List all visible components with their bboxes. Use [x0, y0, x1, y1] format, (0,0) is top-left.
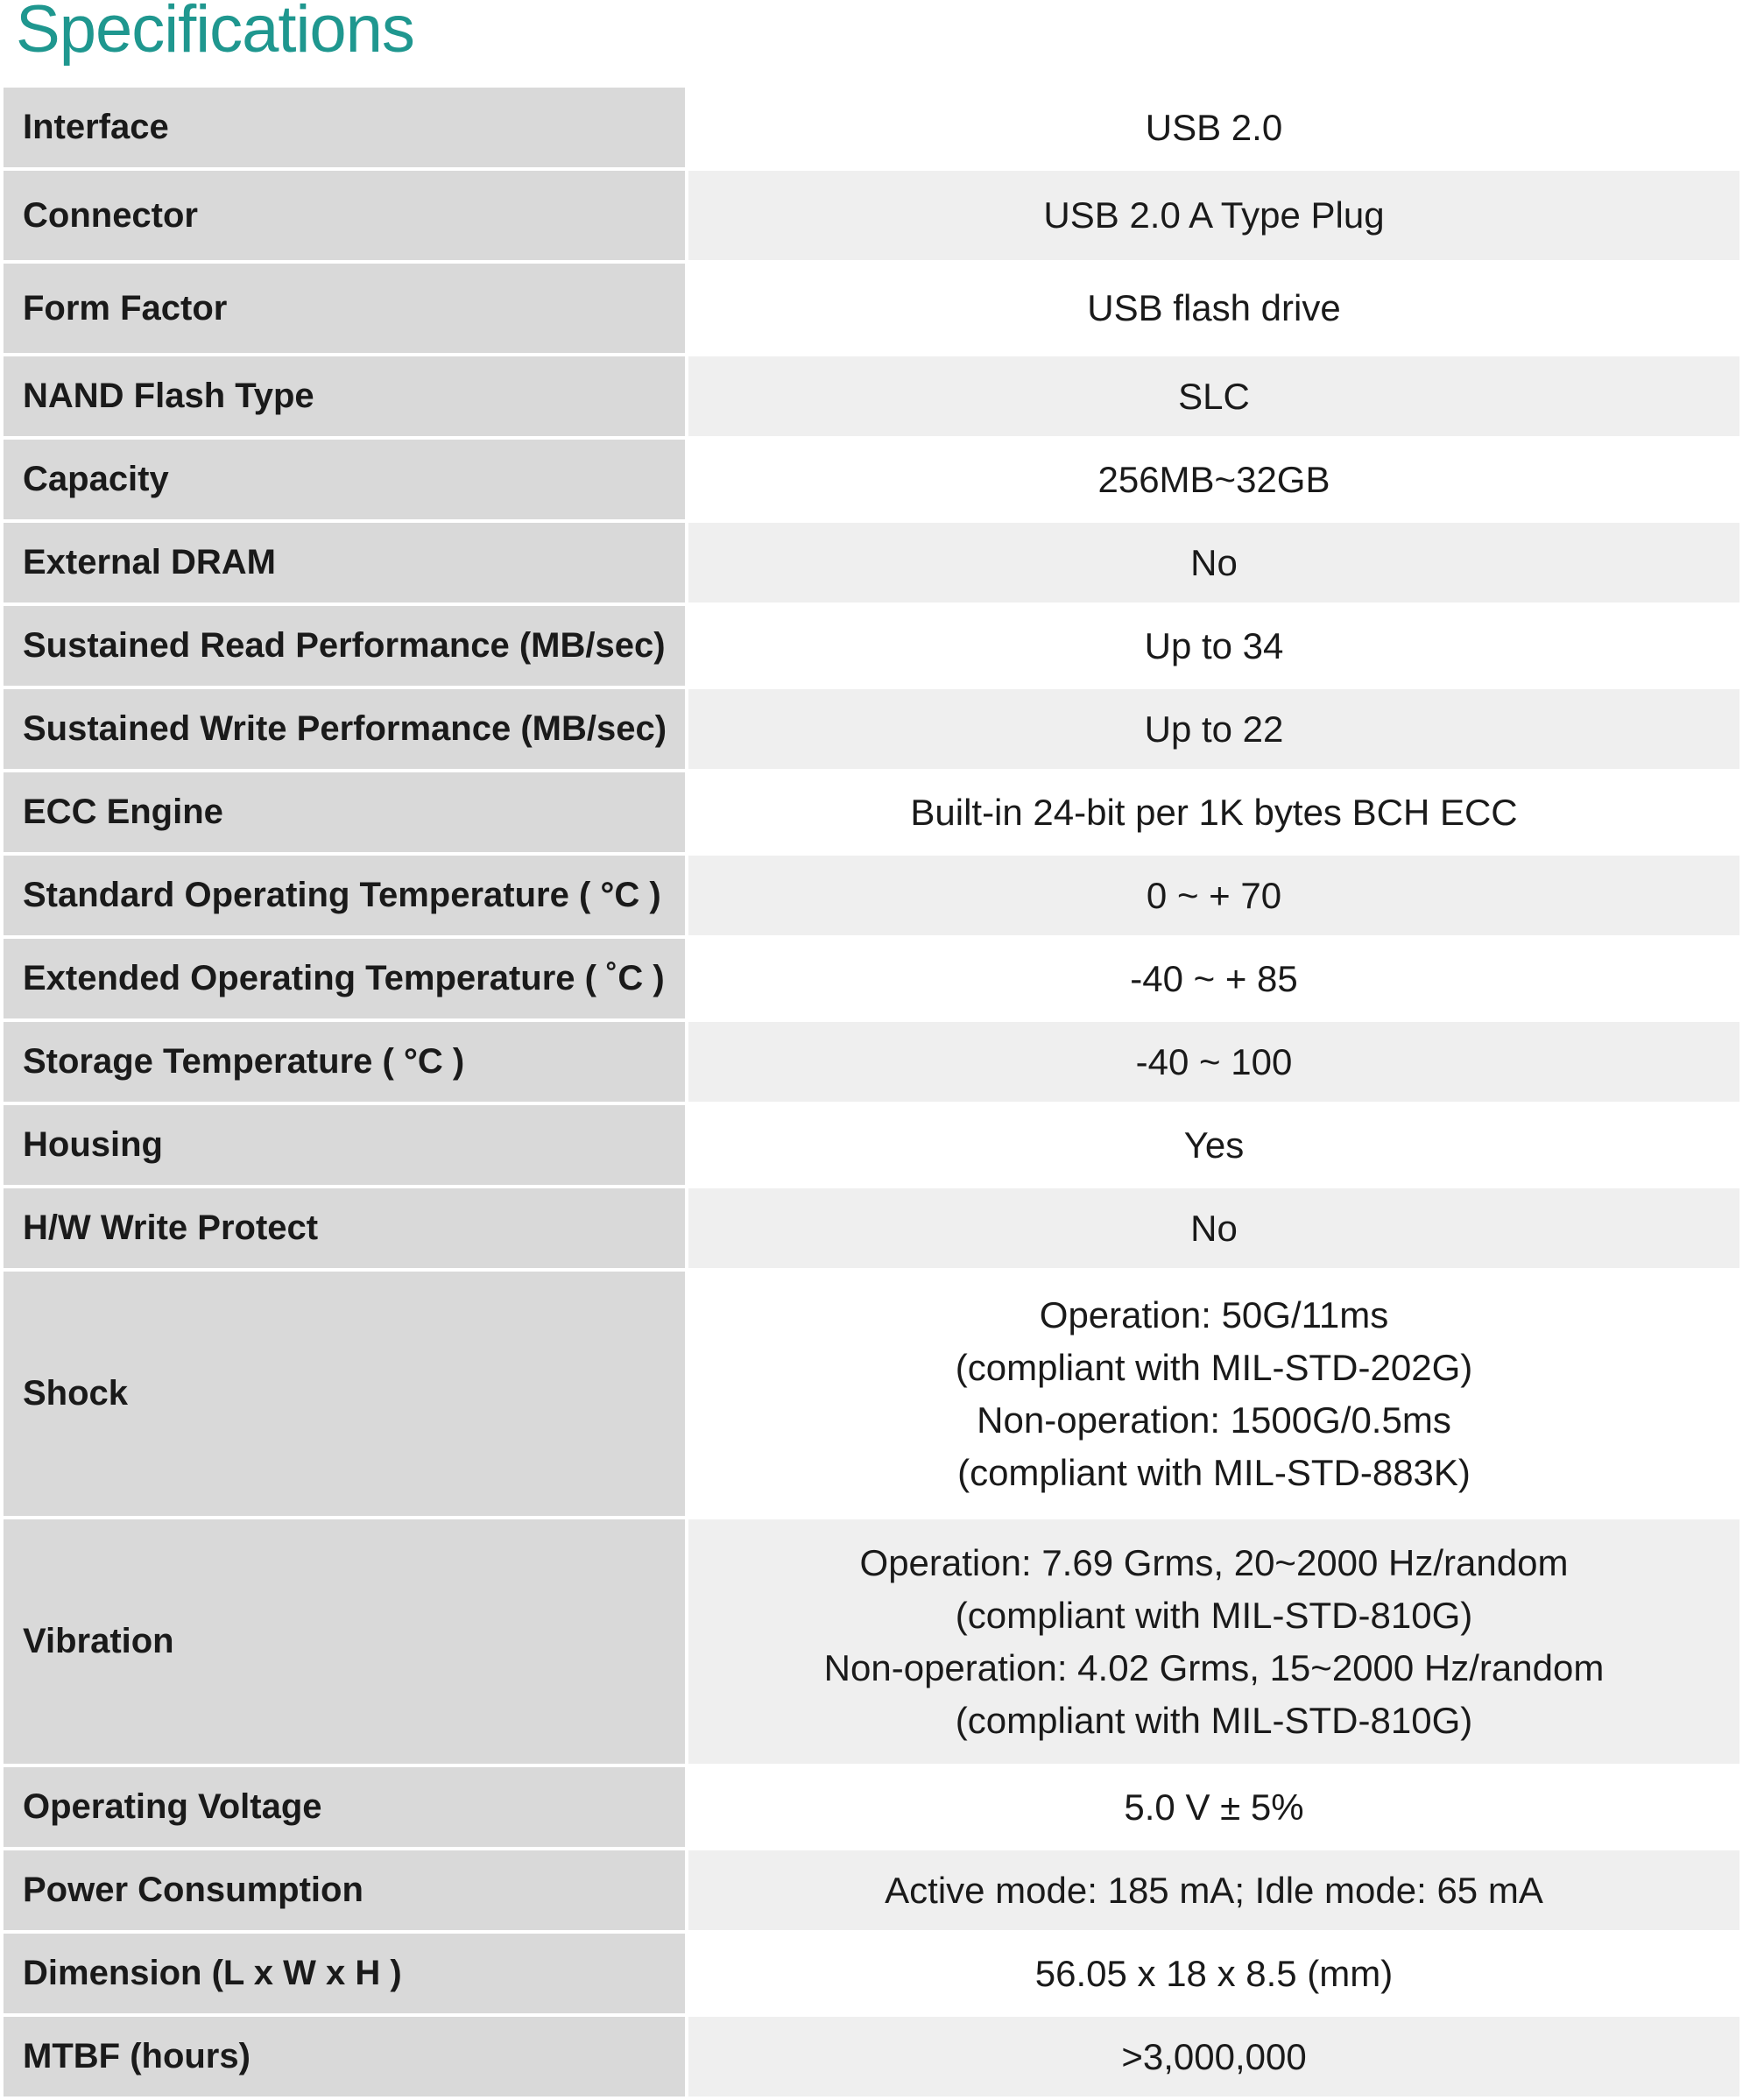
spec-row-shock: [4, 1272, 1739, 1519]
spec-label: Interface: [4, 88, 688, 171]
spec-value: USB 2.0 A Type Plug: [688, 171, 1739, 264]
spec-value: Up to 22: [688, 689, 1739, 772]
spec-label: Operating Voltage: [4, 1767, 688, 1850]
spec-value: 0 ~ + 70: [688, 856, 1739, 939]
spec-value: [688, 1272, 1739, 1519]
spec-row-interface: [4, 88, 1739, 171]
spec-row-nand-flash-type: [4, 356, 1739, 440]
spec-value-line: Non-operation: 1500G/0.5ms: [977, 1399, 1451, 1441]
spec-row-sustained-write: [4, 689, 1739, 772]
spec-row-standard-operating-temp: [4, 856, 1739, 939]
spec-label: Shock: [4, 1272, 688, 1519]
spec-value: 56.05 x 18 x 8.5 (mm): [688, 1934, 1739, 2017]
spec-row-form-factor: [4, 264, 1739, 356]
spec-value: [688, 1519, 1739, 1767]
spec-label: Housing: [4, 1105, 688, 1188]
spec-label: Dimension (L x W x H ): [4, 1934, 688, 2017]
spec-value-line: Operation: 7.69 Grms, 20~2000 Hz/random: [859, 1541, 1569, 1583]
spec-label: NAND Flash Type: [4, 356, 688, 440]
spec-label: Vibration: [4, 1519, 688, 1767]
spec-row-external-dram: [4, 523, 1739, 606]
spec-value: USB flash drive: [688, 264, 1739, 356]
spec-value: Built-in 24-bit per 1K bytes BCH ECC: [688, 772, 1739, 856]
page-title: Specifications: [16, 0, 414, 67]
spec-value: USB 2.0: [688, 88, 1739, 171]
spec-value: >3,000,000: [688, 2017, 1739, 2100]
spec-row-dimension: [4, 1934, 1739, 2017]
spec-row-housing: [4, 1105, 1739, 1188]
spec-value: Active mode: 185 mA; Idle mode: 65 mA: [688, 1850, 1739, 1934]
spec-value: No: [688, 523, 1739, 606]
spec-value: -40 ~ + 85: [688, 939, 1739, 1022]
spec-value: -40 ~ 100: [688, 1022, 1739, 1105]
spec-label: Storage Temperature ( °C ): [4, 1022, 688, 1105]
spec-value-line: (compliant with MIL-STD-202G): [955, 1346, 1473, 1388]
spec-label: Capacity: [4, 440, 688, 523]
spec-value-line: (compliant with MIL-STD-883K): [957, 1451, 1471, 1493]
spec-value: SLC: [688, 356, 1739, 440]
spec-label: Connector: [4, 171, 688, 264]
specifications-table: [4, 88, 1739, 2100]
spec-label: Form Factor: [4, 264, 688, 356]
spec-label: Standard Operating Temperature ( °C ): [4, 856, 688, 939]
spec-row-sustained-read: [4, 606, 1739, 689]
spec-row-hw-write-protect: [4, 1188, 1739, 1272]
spec-value-line: Operation: 50G/11ms: [1039, 1293, 1389, 1335]
spec-value-line: (compliant with MIL-STD-810G): [955, 1594, 1473, 1636]
spec-row-mtbf: [4, 2017, 1739, 2100]
spec-row-storage-temp: [4, 1022, 1739, 1105]
spec-row-vibration: [4, 1519, 1739, 1767]
spec-value-line: (compliant with MIL-STD-810G): [955, 1699, 1473, 1741]
spec-label: ECC Engine: [4, 772, 688, 856]
spec-row-ecc-engine: [4, 772, 1739, 856]
spec-row-connector: [4, 171, 1739, 264]
spec-value: Yes: [688, 1105, 1739, 1188]
spec-row-capacity: [4, 440, 1739, 523]
spec-label: External DRAM: [4, 523, 688, 606]
spec-label: MTBF (hours): [4, 2017, 688, 2100]
spec-value: Up to 34: [688, 606, 1739, 689]
spec-label: Sustained Read Performance (MB/sec): [4, 606, 688, 689]
spec-row-extended-operating-temp: [4, 939, 1739, 1022]
spec-label: H/W Write Protect: [4, 1188, 688, 1272]
spec-label: Power Consumption: [4, 1850, 688, 1934]
spec-value: 5.0 V ± 5%: [688, 1767, 1739, 1850]
spec-row-operating-voltage: [4, 1767, 1739, 1850]
spec-value-line: Non-operation: 4.02 Grms, 15~2000 Hz/random: [823, 1646, 1605, 1688]
spec-label: Extended Operating Temperature ( ˚C ): [4, 939, 688, 1022]
spec-label: Sustained Write Performance (MB/sec): [4, 689, 688, 772]
spec-value: No: [688, 1188, 1739, 1272]
spec-row-power-consumption: [4, 1850, 1739, 1934]
spec-value: 256MB~32GB: [688, 440, 1739, 523]
